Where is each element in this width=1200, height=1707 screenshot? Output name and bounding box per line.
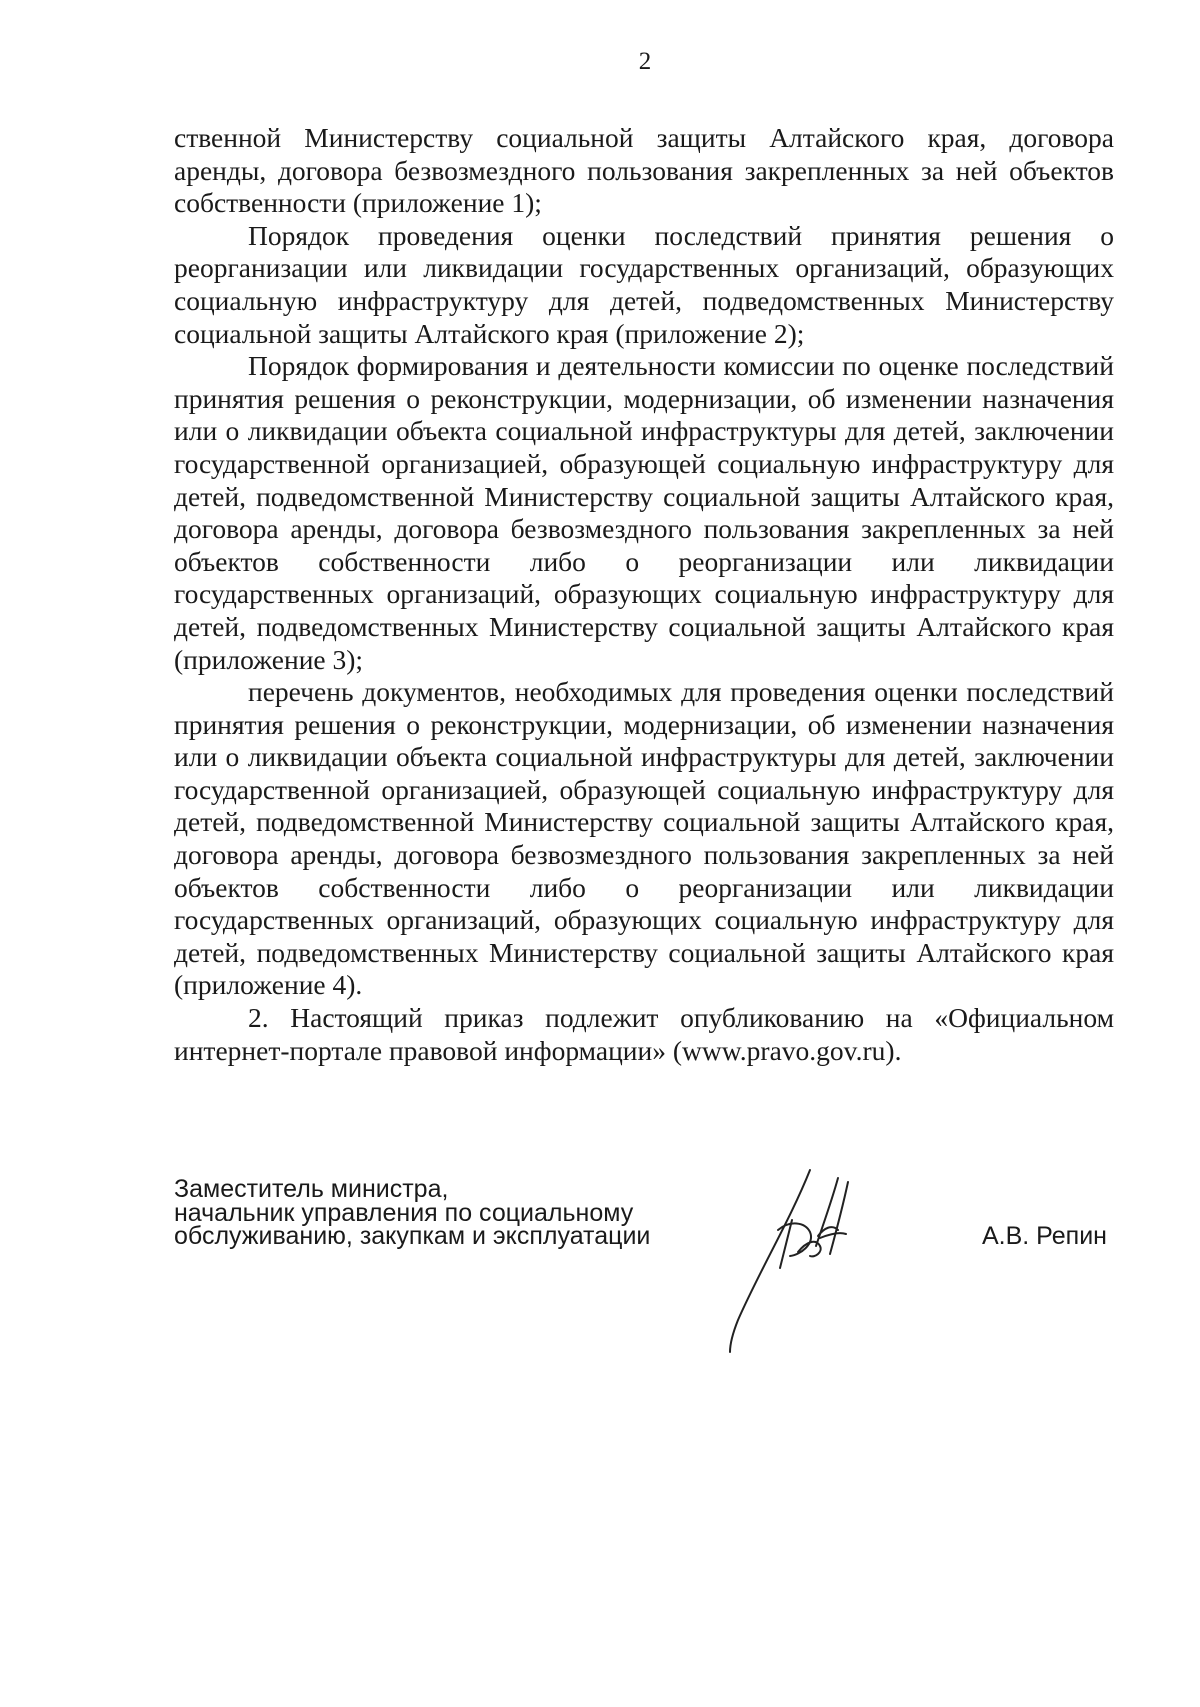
signatory-position-line: начальник управления по социальному	[174, 1198, 634, 1227]
paragraph-appendix-2: Порядок проведения оценки последствий принятия решения о реорганизации или ликвидации государственных организаций, образующих социальную инфраструктуру для детей, подведомственных Министерству социальной защиты Алтайского края (приложение 2);	[174, 219, 1114, 349]
signatory-position-line: Заместитель министра,	[174, 1175, 449, 1203]
signatory-position-line: обслуживанию, закупкам и эксплуатации	[174, 1222, 651, 1250]
paragraph-continuation: ственной Министерству социальной защиты Алтайского края, договора аренды, договора безвозмездного пользования закрепленных за ней объектов собственности (приложение 1);	[174, 122, 1114, 219]
signatory-name: А.В. Репин	[982, 1222, 1107, 1250]
signatory-position	[174, 1175, 651, 1250]
paragraph-publication: 2. Настоящий приказ подлежит опубликованию на «Официальном интернет-портале правовой информации» (www.pravo.gov.ru).	[174, 1002, 1114, 1066]
document-body	[174, 122, 1114, 1067]
handwritten-signature	[720, 1160, 930, 1355]
page-number: 2	[638, 48, 652, 75]
paragraph-appendix-3: Порядок формирования и деятельности комиссии по оценке последствий принятия решения о реконструкции, модернизации, об изменении назначения или о ликвидации объекта социальной инфраструктуры для детей, заключении государственной организацией, образующей социальную инфраструктуру для детей, подведомственной Министерству социальной защиты Алтайского края, договора аренды, договора безвозмездного пользования закрепленных за ней объектов собственности либо о реорганизации или ликвидации государственных организаций, образующих социальную инфраструктуру для детей, подведомственных Министерству социальной защиты Алтайского края (приложение 3);	[174, 350, 1114, 675]
paragraph-appendix-4: перечень документов, необходимых для проведения оценки последствий принятия решения о реконструкции, модернизации, об изменении назначения или о ликвидации объекта социальной инфраструктуры для детей, заключении государственной организацией, образующей социальную инфраструктуру для детей, подведомственной Министерству социальной защиты Алтайского края, договора аренды, договора безвозмездного пользования закрепленных за ней объектов собственности либо о реорганизации или ликвидации государственных организаций, образующих социальную инфраструктуру для детей, подведомственных Министерству социальной защиты Алтайского края (приложение 4).	[174, 676, 1114, 1001]
